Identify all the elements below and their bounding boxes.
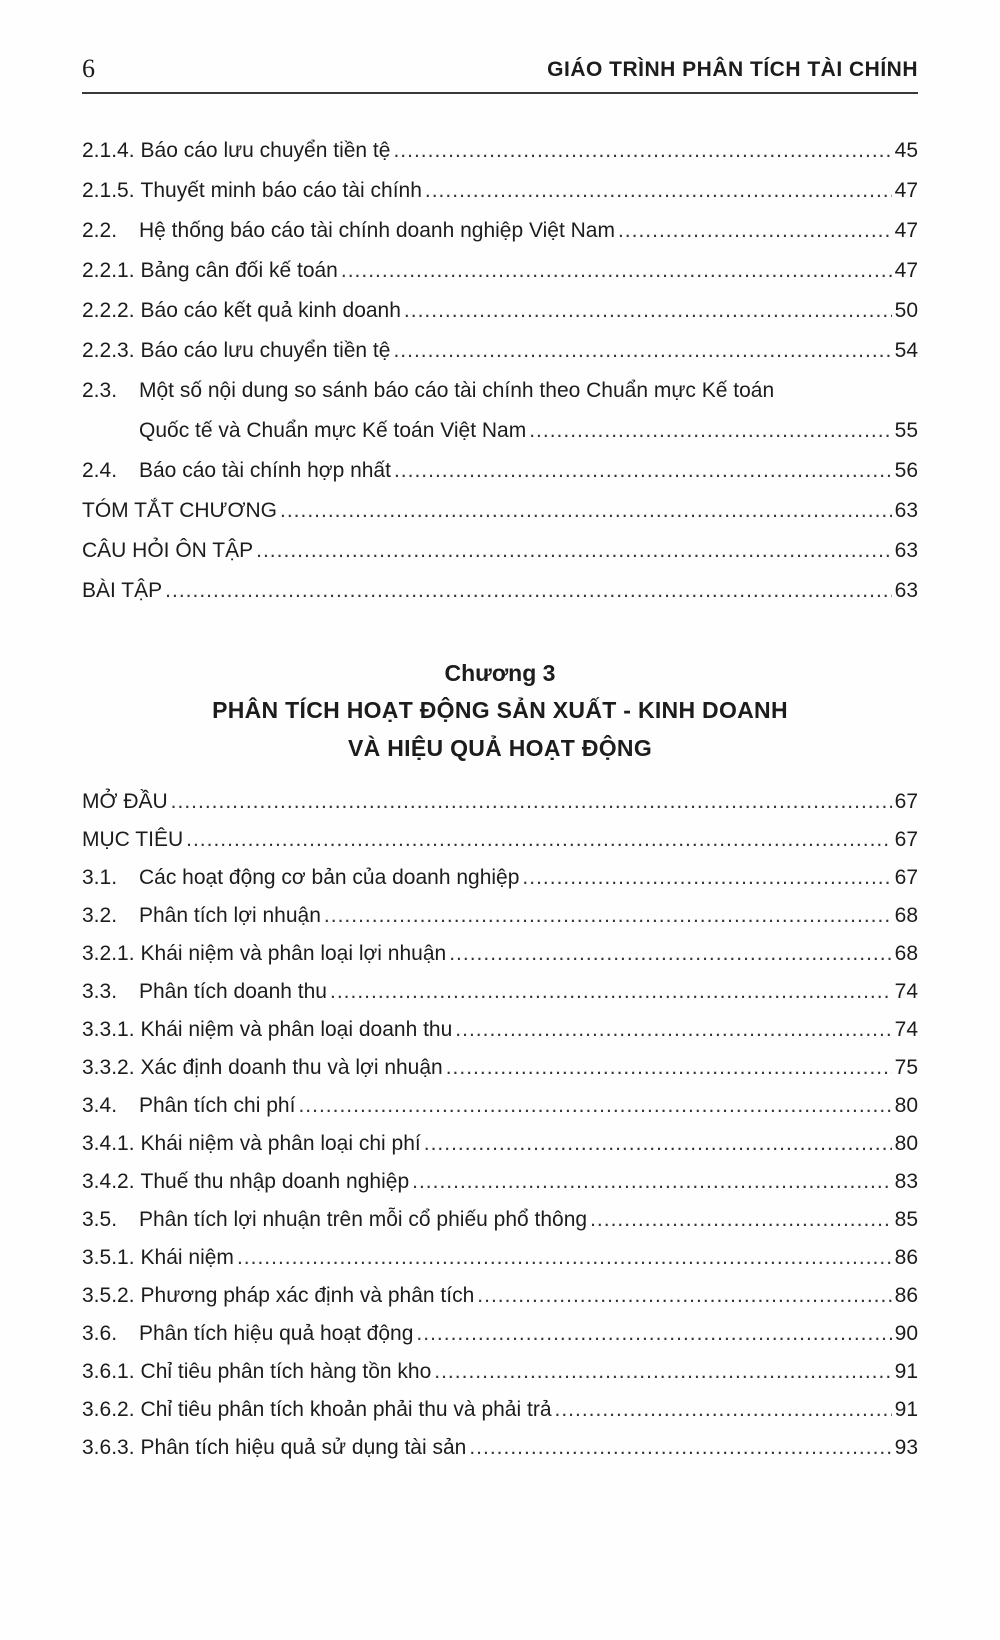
toc-entry-title: Báo cáo lưu chuyển tiền tệ: [140, 139, 391, 162]
dot-leader: [393, 131, 891, 171]
toc-entry-title: Báo cáo tài chính hợp nhất: [139, 459, 391, 482]
toc-entry-page: 80: [894, 1094, 918, 1117]
toc-entry-title: Thuyết minh báo cáo tài chính: [140, 179, 422, 202]
toc-entry-page: 68: [894, 942, 918, 965]
toc-entry-number: 2.1.4.: [82, 139, 135, 162]
toc-entry-number: 3.4.1.: [82, 1132, 135, 1155]
chapter-heading: [82, 655, 918, 767]
dot-leader: [341, 251, 892, 291]
toc-section-chapter-2: [82, 131, 918, 371]
toc-entry: [82, 491, 918, 531]
toc-entry: [82, 1163, 918, 1201]
toc-entry-title: Khái niệm: [140, 1246, 234, 1269]
toc-entry-number: 3.3.2.: [82, 1056, 135, 1079]
toc-entry-number: 3.6.3.: [82, 1436, 135, 1459]
toc-entry: [82, 451, 918, 491]
toc-entry-title: Phân tích lợi nhuận: [139, 904, 321, 927]
dot-leader: [449, 935, 891, 973]
dot-leader: [477, 1277, 891, 1315]
dot-leader: [394, 451, 892, 491]
toc-entry-page: 63: [894, 499, 918, 522]
page-number: 6: [82, 54, 95, 83]
toc-entry-title: Báo cáo kết quả kinh doanh: [140, 299, 401, 322]
toc-entry-page: 74: [894, 980, 918, 1003]
toc-entry-page: 47: [894, 219, 918, 242]
toc-entry: [82, 131, 918, 171]
toc-entry: [82, 1315, 918, 1353]
toc-entry-title: Khái niệm và phân loại chi phí: [140, 1132, 421, 1155]
toc-entry-title: Bảng cân đối kế toán: [140, 259, 338, 282]
toc-entry: [82, 973, 918, 1011]
toc-entry-title: Xác định doanh thu và lợi nhuận: [140, 1056, 443, 1079]
toc-entry-number: 3.4.2.: [82, 1170, 135, 1193]
dot-leader: [256, 531, 892, 571]
toc-entry: [82, 1087, 918, 1125]
toc-entry: [82, 783, 918, 821]
toc-entry: [82, 935, 918, 973]
toc-entry-page: 93: [894, 1436, 918, 1459]
toc-entry-title: Phân tích doanh thu: [139, 980, 327, 1003]
toc-entry-page: 86: [894, 1284, 918, 1307]
running-title: GIÁO TRÌNH PHÂN TÍCH TÀI CHÍNH: [547, 58, 918, 81]
toc-entry: [82, 1429, 918, 1467]
toc-entry: [82, 211, 918, 251]
dot-leader: [298, 1087, 891, 1125]
dot-leader: [171, 783, 892, 821]
toc-entry-page: 63: [894, 579, 918, 602]
toc-entry-title-line1: Một số nội dung so sánh báo cáo tài chính theo Chuẩn mực Kế toán: [139, 379, 775, 402]
toc-entry-title: MỞ ĐẦU: [82, 790, 168, 813]
toc-entry-title: MỤC TIÊU: [82, 828, 184, 851]
dot-leader: [165, 571, 891, 611]
toc-entry-number: 2.2.2.: [82, 299, 135, 322]
dot-leader: [590, 1201, 892, 1239]
toc-entry-title: Thuế thu nhập doanh nghiệp: [140, 1170, 410, 1193]
toc-entry-page: 56: [894, 459, 918, 482]
toc-entry-page: 67: [894, 828, 918, 851]
dot-leader: [446, 1049, 892, 1087]
toc-entry: [82, 1391, 918, 1429]
toc-entry: [82, 251, 918, 291]
toc-entry-title: Khái niệm và phân loại doanh thu: [140, 1018, 453, 1041]
toc-entry-title: Chỉ tiêu phân tích khoản phải thu và phải trả: [140, 1398, 552, 1421]
toc-entry: [82, 1011, 918, 1049]
dot-leader: [416, 1315, 891, 1353]
toc-entry: [82, 1277, 918, 1315]
toc-entry: [82, 531, 918, 571]
toc-entry-title: TÓM TẮT CHƯƠNG: [82, 499, 277, 522]
dot-leader: [330, 973, 892, 1011]
toc-entry-title: Hệ thống báo cáo tài chính doanh nghiệp Việt Nam: [139, 219, 615, 242]
toc-entry-title: Phương pháp xác định và phân tích: [140, 1284, 475, 1307]
toc-entry-page: 91: [894, 1398, 918, 1421]
table-of-contents: [82, 131, 918, 1467]
toc-entry: [82, 171, 918, 211]
toc-entry-title: Báo cáo lưu chuyển tiền tệ: [140, 339, 391, 362]
toc-entry-page: 75: [894, 1056, 918, 1079]
dot-leader: [412, 1163, 892, 1201]
toc-entry-title: Phân tích hiệu quả hoạt động: [139, 1322, 414, 1345]
toc-entry: [82, 1201, 918, 1239]
dot-leader: [237, 1239, 892, 1277]
page-header: [82, 52, 918, 94]
toc-entry: [82, 859, 918, 897]
dot-leader: [404, 291, 892, 331]
dot-leader: [522, 859, 891, 897]
toc-entry-title: Phân tích chi phí: [139, 1094, 296, 1117]
dot-leader: [425, 171, 892, 211]
toc-entry-page: 67: [894, 790, 918, 813]
toc-entry-number: 3.5.: [82, 1208, 118, 1231]
toc-entry-title: Các hoạt động cơ bản của doanh nghiệp: [139, 866, 520, 889]
toc-entry-page: 85: [894, 1208, 918, 1231]
toc-entry-title: BÀI TẬP: [82, 579, 163, 602]
toc-entry-number: 3.6.1.: [82, 1360, 135, 1383]
toc-entry-page: 74: [894, 1018, 918, 1041]
toc-entry: [82, 897, 918, 935]
toc-entry-page: 83: [894, 1170, 918, 1193]
toc-entry-page: 90: [894, 1322, 918, 1345]
toc-entry-page: 55: [894, 419, 918, 442]
toc-entry-title: Phân tích lợi nhuận trên mỗi cổ phiếu phổ thông: [139, 1208, 588, 1231]
toc-section-chapter-2-end: [82, 451, 918, 611]
toc-entry-page: 68: [894, 904, 918, 927]
dot-leader: [455, 1011, 891, 1049]
dot-leader: [434, 1353, 891, 1391]
toc-entry-page: 47: [894, 179, 918, 202]
toc-entry: [82, 1239, 918, 1277]
dot-leader: [555, 1391, 892, 1429]
toc-entry: [82, 291, 918, 331]
toc-section-chapter-3: [82, 783, 918, 1467]
dot-leader: [529, 411, 891, 451]
toc-entry-number: 2.2.1.: [82, 259, 135, 282]
dot-leader: [324, 897, 892, 935]
chapter-title-line2: VÀ HIỆU QUẢ HOẠT ĐỘNG: [347, 735, 653, 761]
toc-entry-number: 3.2.1.: [82, 942, 135, 965]
toc-entry-page: 54: [894, 339, 918, 362]
toc-entry-number: 2.4.: [82, 459, 118, 482]
toc-entry-page: 47: [894, 259, 918, 282]
toc-entry-page: 86: [894, 1246, 918, 1269]
toc-entry-number: 3.3.: [82, 980, 118, 1003]
toc-entry: [82, 1049, 918, 1087]
toc-entry-number: 3.5.2.: [82, 1284, 135, 1307]
dot-leader: [393, 331, 891, 371]
toc-entry: [82, 331, 918, 371]
toc-entry-number: 3.1.: [82, 866, 118, 889]
toc-entry-number: 3.6.2.: [82, 1398, 135, 1421]
toc-entry-page: 50: [894, 299, 918, 322]
toc-entry-title: Khái niệm và phân loại lợi nhuận: [140, 942, 447, 965]
toc-entry-title: Phân tích hiệu quả sử dụng tài sản: [140, 1436, 467, 1459]
dot-leader: [186, 821, 892, 859]
toc-entry-page: 67: [894, 866, 918, 889]
toc-entry: [82, 1353, 918, 1391]
toc-entry-page: 80: [894, 1132, 918, 1155]
toc-entry-number: 3.6.: [82, 1322, 118, 1345]
toc-entry-number: 2.3.: [82, 379, 118, 402]
toc-entry-number: 2.2.: [82, 219, 118, 242]
toc-entry-number: 3.2.: [82, 904, 118, 927]
chapter-title-line1: PHÂN TÍCH HOẠT ĐỘNG SẢN XUẤT - KINH DOANH: [212, 697, 788, 723]
toc-entry-two-line: [82, 371, 918, 451]
toc-entry-page: 91: [894, 1360, 918, 1383]
toc-entry-number: 2.1.5.: [82, 179, 135, 202]
chapter-label: Chương 3: [444, 660, 556, 686]
dot-leader: [280, 491, 892, 531]
toc-entry-title: Chỉ tiêu phân tích hàng tồn kho: [140, 1360, 432, 1383]
toc-entry-title-line2: Quốc tế và Chuẩn mực Kế toán Việt Nam: [139, 419, 527, 442]
dot-leader: [469, 1429, 891, 1467]
toc-entry-number: 3.5.1.: [82, 1246, 135, 1269]
dot-leader: [618, 211, 892, 251]
toc-entry: [82, 1125, 918, 1163]
dot-leader: [424, 1125, 892, 1163]
toc-entry-page: 63: [894, 539, 918, 562]
toc-entry-number: 3.4.: [82, 1094, 118, 1117]
toc-entry-number: 3.3.1.: [82, 1018, 135, 1041]
toc-entry-number: 2.2.3.: [82, 339, 135, 362]
toc-entry: [82, 821, 918, 859]
toc-entry-page: 45: [894, 139, 918, 162]
toc-entry-title: CÂU HỎI ÔN TẬP: [82, 539, 254, 562]
toc-entry: [82, 571, 918, 611]
